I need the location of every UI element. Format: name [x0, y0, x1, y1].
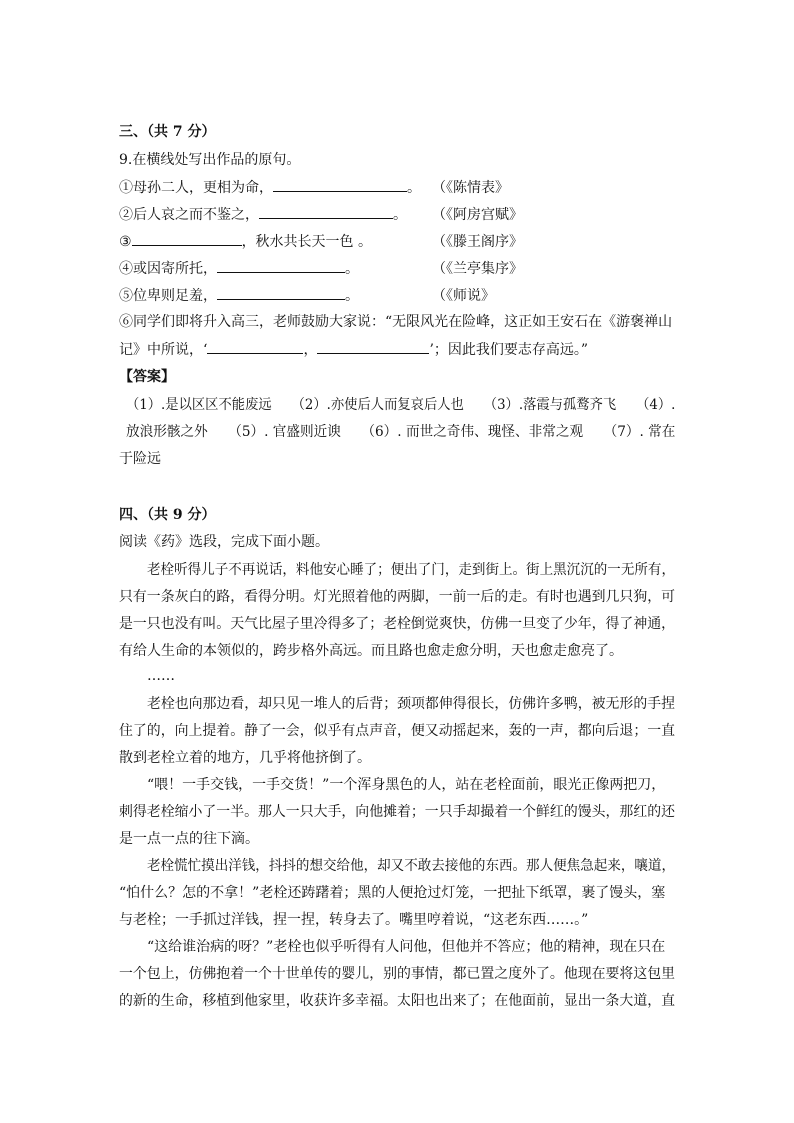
item-5-source: （《师说》: [432, 288, 495, 304]
section4-intro: 阅读《药》选段，完成下面小题。: [119, 534, 329, 550]
answer-label: 【答案】: [119, 369, 175, 385]
item-4: [119, 258, 359, 279]
item-1: [119, 177, 421, 198]
section4-heading: 四、（共 9 分）: [119, 507, 216, 523]
blank-6a[interactable]: [207, 339, 303, 354]
item-3-source: （《滕王阁序》: [432, 234, 523, 250]
item-2-text: ②后人哀之而不鉴之，: [119, 207, 259, 223]
item-1-end: 。: [407, 180, 421, 196]
question-9: 9.在横线处写出作品的原句。: [119, 152, 301, 168]
blank-3[interactable]: [132, 231, 242, 246]
passage-line: “怕什么？怎的不拿！”老栓还踌躇着；黑的人便抢过灯笼，一把扯下纸罩，裹了馒头，塞: [119, 885, 666, 901]
item-4-text: ④或因寄所托，: [119, 261, 217, 277]
item-6-line-2: [119, 339, 588, 360]
item-2-source: （《阿房宫赋》: [432, 207, 523, 223]
item-2: [119, 204, 407, 225]
passage-line: 老栓听得儿子不再说话，料他安心睡了；便出了门，走到街上。街上黑沉沉的一无所有，: [147, 562, 675, 578]
passage-line: 刺得老栓缩小了一半。那人一只大手，向他摊着；一只手却撮着一个鲜红的馒头，那红的还: [119, 804, 676, 820]
passage-line: 有给人生命的本领似的，跨步格外高远。而且路也愈走愈分明，天也愈走愈亮了。: [119, 643, 623, 659]
passage-line: “这给谁治病的呀？”老栓也似乎听得有人问他，但他并不答应；他的精神，现在只在: [147, 939, 666, 955]
item-5-end: 。: [345, 288, 359, 304]
item-1-source: （《陈情表》: [432, 180, 509, 196]
answer-line-1: （1）.是以区区不能废远 （2）.亦使后人而复哀后人也 （3）.落霞与孤鹜齐飞 （4）.: [126, 397, 676, 413]
blank-5[interactable]: [217, 285, 345, 300]
item-5: [119, 285, 359, 306]
item-3: [119, 231, 372, 252]
passage-line: 一个包上，仿佛抱着一个十世单传的婴儿，别的事情，都已置之度外了。他现在要将这包里: [119, 966, 676, 982]
passage-line: “喂！一手交钱，一手交货！”一个浑身黑色的人，站在老栓面前，眼光正像两把刀，: [147, 777, 666, 793]
passage-line: 是一点一点的往下滴。: [119, 831, 259, 847]
passage-line: 住了的，向上提着。静了一会，似乎有点声音，便又动摇起来，轰的一声，都向后退；一直: [119, 723, 676, 739]
passage-line: 是一只也没有叫。天气比屋子里冷得多了；老栓倒觉爽快，仿佛一旦变了少年，得了神通，: [119, 616, 676, 632]
passage-line: 与老栓；一手抓过洋钱，捏一捏，转身去了。嘴里哼着说，“这老东西……。”: [119, 912, 589, 928]
blank-1[interactable]: [273, 177, 407, 192]
item-4-end: 。: [345, 261, 359, 277]
blank-6b[interactable]: [317, 339, 429, 354]
item-6-text-c: ’；因此我们要志存高远。”: [429, 342, 589, 358]
item-1-text: ①母孙二人，更相为命，: [119, 180, 273, 196]
item-6-text-b: ，: [303, 342, 318, 358]
answer-line-2: 放浪形骸之外 （5）. 官盛则近谀 （6）. 而世之奇伟、瑰怪、非常之观 （7）. 常在: [126, 424, 676, 440]
item-6-text-a: 记》中所说，‘: [119, 342, 208, 358]
item-4-source: （《兰亭集序》: [432, 261, 523, 277]
passage-ellipsis: ……: [147, 668, 175, 684]
passage-line: 的新的生命，移植到他家里，收获许多幸福。太阳也出来了；在他面前，显出一条大道，直: [119, 993, 676, 1009]
item-3-end: ，秋水共长天一色 。: [241, 234, 373, 250]
passage-line: 散到老栓立着的地方，几乎将他挤倒了。: [119, 750, 371, 766]
section3-heading: 三、（共 7 分）: [119, 124, 216, 140]
blank-2[interactable]: [259, 204, 393, 219]
item-3-text: ③: [119, 234, 132, 250]
answer-line-3: 于险远: [119, 451, 161, 467]
passage-line: 只有一条灰白的路，看得分明。灯光照着他的两脚，一前一后的走。有时也遇到几只狗，可: [119, 589, 676, 605]
passage-line: 老栓也向那边看，却只见一堆人的后背；颈项都伸得很长，仿佛许多鸭，被无形的手捏: [147, 696, 676, 712]
item-6-line-1: ⑥同学们即将升入高三，老师鼓励大家说：“无限风光在险峰，这正如王安石在《游褒禅山: [119, 314, 673, 330]
passage-line: 老栓慌忙摸出洋钱，抖抖的想交给他，却又不敢去接他的东西。那人便焦急起来，嚷道，: [147, 858, 675, 874]
item-2-end: 。: [393, 207, 407, 223]
blank-4[interactable]: [217, 258, 345, 273]
item-5-text: ⑤位卑则足羞，: [119, 288, 217, 304]
